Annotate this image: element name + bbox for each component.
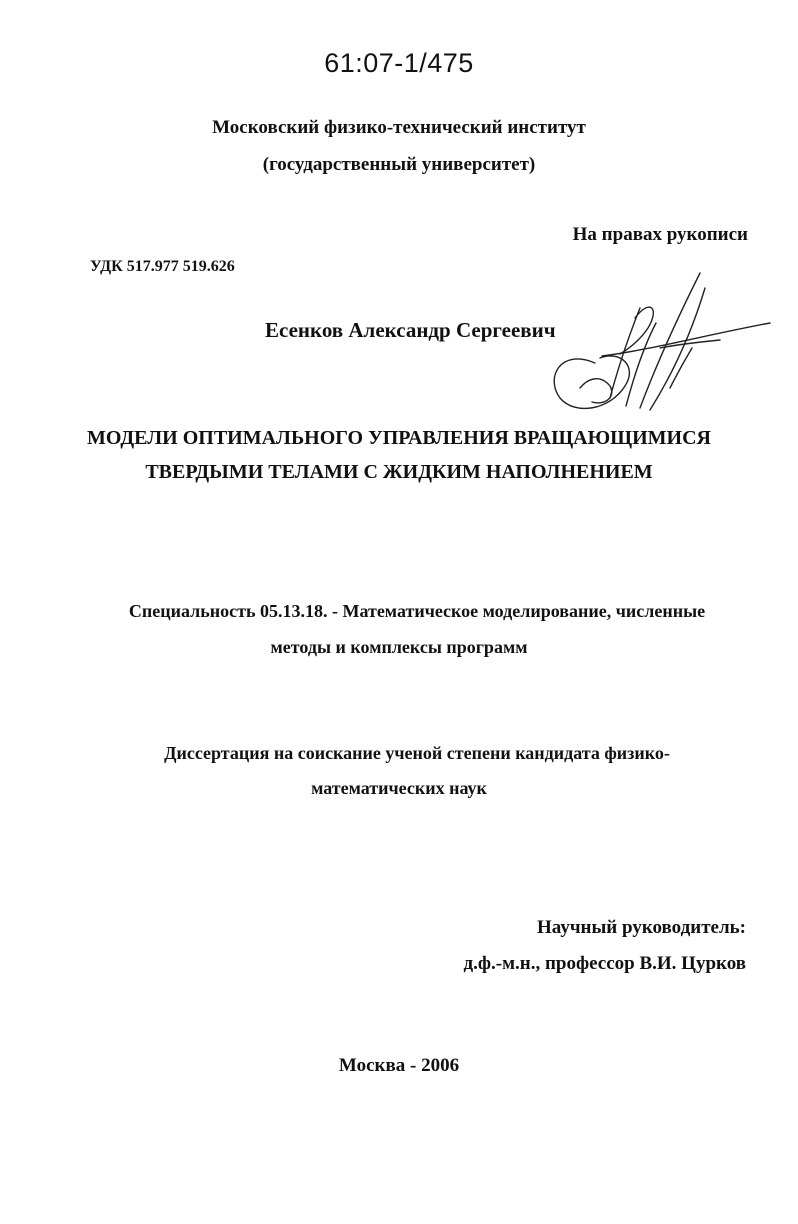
udc-code: УДК 517.977 519.626 [90,258,235,275]
specialty-line2: методы и комплексы программ [270,637,528,657]
author-name: Есенков Александр Сергеевич [265,318,556,342]
supervisor-name: д.ф.-м.н., профессор В.И. Цурков [463,953,746,974]
specialty-line1: Специальность 05.13.18. - Математическое моделирование, численные [128,601,706,621]
thesis-title-line2: ТВЕРДЫМИ ТЕЛАМИ С ЖИДКИМ НАПОЛНЕНИЕМ [145,461,653,483]
institute-name: Московский физико-технический институт [212,117,586,138]
dissertation-line2: математических наук [311,778,487,798]
institute-subtitle: (государственный университет) [262,154,536,175]
signature-icon [540,268,780,418]
supervisor-label: Научный руководитель: [537,917,746,938]
city-year: Москва - 2006 [338,1055,460,1076]
dissertation-line1: Диссертация на соискание ученой степени кандидата физико- [164,743,670,763]
thesis-title-line1: МОДЕЛИ ОПТИМАЛЬНОГО УПРАВЛЕНИЯ ВРАЩАЮЩИМИСЯ [86,427,711,449]
rights-note: На правах рукописи [572,224,748,245]
archive-code: 61:07-1/475 [324,48,474,78]
